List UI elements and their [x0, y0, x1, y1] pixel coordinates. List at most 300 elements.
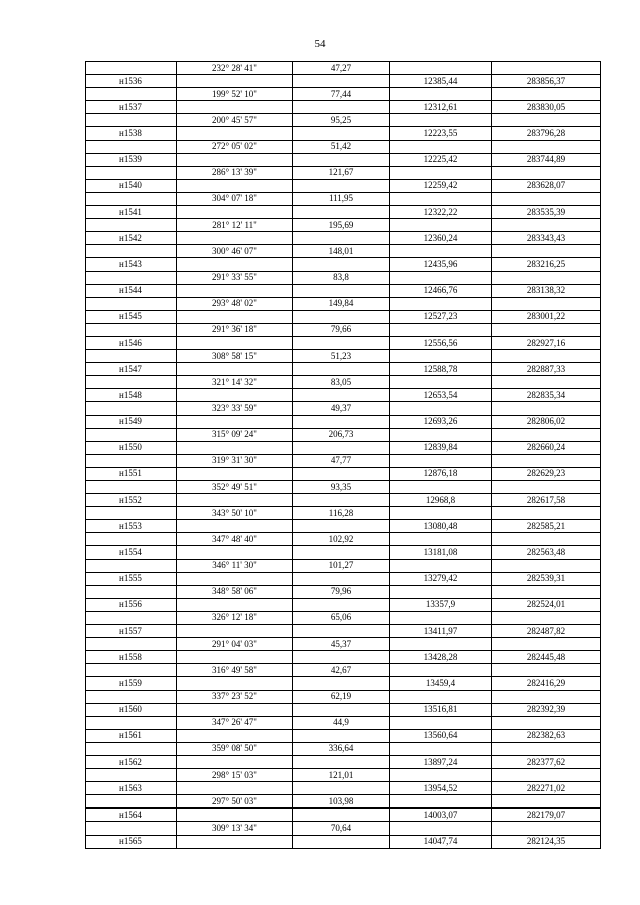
point-id-cell [86, 690, 177, 703]
coordinate-x-cell [390, 716, 492, 729]
distance-cell [293, 494, 390, 507]
table-row [86, 166, 601, 179]
point-id-cell: н1564 [86, 808, 177, 822]
distance-cell: 121,01 [293, 769, 390, 782]
table-row [86, 88, 601, 101]
bearing-angle-cell: 293° 48' 02" [177, 297, 293, 310]
coordinate-x-cell [390, 690, 492, 703]
distance-cell: 101,27 [293, 559, 390, 572]
point-id-cell: н1536 [86, 75, 177, 88]
table-row [86, 219, 601, 232]
distance-cell: 93,35 [293, 481, 390, 494]
point-id-cell [86, 481, 177, 494]
coordinate-y-cell [492, 822, 601, 835]
table-row [86, 716, 601, 729]
point-id-cell: н1540 [86, 179, 177, 192]
coordinate-y-cell [492, 428, 601, 441]
table-row [86, 769, 601, 782]
point-id-cell [86, 664, 177, 677]
bearing-angle-cell: 291° 33' 55" [177, 271, 293, 284]
distance-cell [293, 389, 390, 402]
point-id-cell: н1556 [86, 598, 177, 611]
bearing-angle-cell [177, 363, 293, 376]
bearing-angle-cell [177, 494, 293, 507]
distance-cell: 70,64 [293, 822, 390, 835]
coordinate-y-cell [492, 219, 601, 232]
coordinate-y-cell [492, 742, 601, 755]
coordinate-x-cell [390, 323, 492, 336]
bearing-angle-cell [177, 101, 293, 114]
distance-cell: 102,92 [293, 533, 390, 546]
coordinate-y-cell [492, 166, 601, 179]
point-id-cell [86, 769, 177, 782]
table-row [86, 101, 601, 114]
distance-cell [293, 467, 390, 480]
bearing-angle-cell: 298° 15' 03" [177, 769, 293, 782]
coordinate-x-cell: 12312,61 [390, 101, 492, 114]
coordinate-x-cell [390, 297, 492, 310]
coordinate-x-cell: 12223,55 [390, 127, 492, 140]
distance-cell: 49,37 [293, 402, 390, 415]
distance-cell [293, 153, 390, 166]
coordinate-x-cell: 12466,76 [390, 284, 492, 297]
distance-cell: 79,66 [293, 323, 390, 336]
coordinates-table [85, 61, 601, 849]
point-id-cell: н1563 [86, 782, 177, 795]
coordinate-x-cell: 14003,07 [390, 808, 492, 822]
point-id-cell: н1548 [86, 389, 177, 402]
bearing-angle-cell: 348° 58' 06" [177, 585, 293, 598]
coordinate-y-cell: 283856,37 [492, 75, 601, 88]
table-row [86, 454, 601, 467]
table-row [86, 664, 601, 677]
distance-cell: 47,27 [293, 62, 390, 75]
distance-cell: 51,23 [293, 350, 390, 363]
distance-cell: 62,19 [293, 690, 390, 703]
table-row [86, 75, 601, 88]
table-row [86, 179, 601, 192]
coordinate-y-cell: 282563,48 [492, 546, 601, 559]
coordinate-x-cell [390, 769, 492, 782]
point-id-cell: н1537 [86, 101, 177, 114]
table-row [86, 376, 601, 389]
distance-cell [293, 336, 390, 349]
coordinate-y-cell: 283628,07 [492, 179, 601, 192]
bearing-angle-cell [177, 651, 293, 664]
coordinate-x-cell [390, 664, 492, 677]
table-row [86, 336, 601, 349]
coordinate-y-cell: 282124,35 [492, 835, 601, 848]
bearing-angle-cell [177, 546, 293, 559]
point-id-cell: н1549 [86, 415, 177, 428]
bearing-angle-cell [177, 127, 293, 140]
coordinate-y-cell [492, 638, 601, 651]
distance-cell [293, 625, 390, 638]
distance-cell [293, 310, 390, 323]
bearing-angle-cell: 326° 12' 18" [177, 611, 293, 624]
table-row [86, 192, 601, 205]
point-id-cell [86, 219, 177, 232]
bearing-angle-cell: 319° 31' 30" [177, 454, 293, 467]
coordinate-x-cell [390, 454, 492, 467]
coordinate-x-cell: 13411,97 [390, 625, 492, 638]
coordinate-y-cell: 283001,22 [492, 310, 601, 323]
coordinate-x-cell: 13459,4 [390, 677, 492, 690]
table-row [86, 127, 601, 140]
coordinate-y-cell [492, 690, 601, 703]
point-id-cell [86, 454, 177, 467]
table-row [86, 585, 601, 598]
bearing-angle-cell: 300° 46' 07" [177, 245, 293, 258]
coordinate-y-cell: 282179,07 [492, 808, 601, 822]
coordinate-x-cell [390, 638, 492, 651]
point-id-cell: н1545 [86, 310, 177, 323]
coordinate-y-cell [492, 192, 601, 205]
coordinate-x-cell: 13181,08 [390, 546, 492, 559]
coordinate-y-cell: 283343,43 [492, 232, 601, 245]
distance-cell: 47,77 [293, 454, 390, 467]
coordinate-x-cell [390, 795, 492, 809]
point-id-cell [86, 428, 177, 441]
bearing-angle-cell: 347° 26' 47" [177, 716, 293, 729]
bearing-angle-cell: 308° 58' 15" [177, 350, 293, 363]
coordinate-y-cell [492, 350, 601, 363]
coordinate-x-cell: 13357,9 [390, 598, 492, 611]
coordinate-y-cell: 282487,82 [492, 625, 601, 638]
coordinate-y-cell [492, 271, 601, 284]
coordinate-y-cell: 282806,02 [492, 415, 601, 428]
point-id-cell: н1550 [86, 441, 177, 454]
point-id-cell [86, 350, 177, 363]
distance-cell: 77,44 [293, 88, 390, 101]
distance-cell: 195,69 [293, 219, 390, 232]
coordinate-y-cell [492, 88, 601, 101]
coordinate-x-cell [390, 271, 492, 284]
table-row [86, 835, 601, 848]
coordinate-y-cell: 282416,29 [492, 677, 601, 690]
table-row [86, 481, 601, 494]
coordinate-y-cell: 282887,33 [492, 363, 601, 376]
coordinate-x-cell [390, 559, 492, 572]
point-id-cell [86, 716, 177, 729]
bearing-angle-cell [177, 153, 293, 166]
coordinate-y-cell: 283796,28 [492, 127, 601, 140]
bearing-angle-cell [177, 677, 293, 690]
bearing-angle-cell [177, 258, 293, 271]
point-id-cell [86, 402, 177, 415]
distance-cell [293, 520, 390, 533]
coordinate-x-cell [390, 350, 492, 363]
point-id-cell: н1544 [86, 284, 177, 297]
coordinate-x-cell: 12653,54 [390, 389, 492, 402]
distance-cell [293, 127, 390, 140]
coordinate-x-cell [390, 533, 492, 546]
table-row [86, 140, 601, 153]
coordinate-y-cell [492, 297, 601, 310]
coordinate-x-cell: 12322,22 [390, 206, 492, 219]
distance-cell: 44,9 [293, 716, 390, 729]
coordinate-x-cell [390, 611, 492, 624]
bearing-angle-cell: 359° 08' 50" [177, 742, 293, 755]
coordinate-x-cell: 14047,74 [390, 835, 492, 848]
coordinate-y-cell [492, 559, 601, 572]
coordinate-x-cell [390, 428, 492, 441]
bearing-angle-cell [177, 441, 293, 454]
table-row [86, 795, 601, 809]
table-row [86, 62, 601, 75]
table-row [86, 546, 601, 559]
coordinate-y-cell [492, 533, 601, 546]
coordinate-y-cell [492, 454, 601, 467]
point-id-cell: н1554 [86, 546, 177, 559]
distance-cell [293, 415, 390, 428]
coordinate-x-cell [390, 219, 492, 232]
distance-cell [293, 835, 390, 848]
coordinate-y-cell: 282524,01 [492, 598, 601, 611]
coordinate-y-cell [492, 376, 601, 389]
coordinate-x-cell [390, 114, 492, 127]
coordinate-x-cell [390, 140, 492, 153]
table-row [86, 206, 601, 219]
table-row [86, 742, 601, 755]
coordinate-y-cell: 282382,63 [492, 729, 601, 742]
coordinate-x-cell: 13080,48 [390, 520, 492, 533]
bearing-angle-cell [177, 520, 293, 533]
bearing-angle-cell [177, 729, 293, 742]
bearing-angle-cell: 291° 04' 03" [177, 638, 293, 651]
table-row [86, 755, 601, 768]
bearing-angle-cell: 347° 48' 40" [177, 533, 293, 546]
coordinate-x-cell: 12259,42 [390, 179, 492, 192]
coordinate-x-cell: 12360,24 [390, 232, 492, 245]
table-row [86, 428, 601, 441]
coordinate-y-cell [492, 795, 601, 809]
point-id-cell [86, 271, 177, 284]
point-id-cell: н1558 [86, 651, 177, 664]
coordinate-y-cell: 282629,23 [492, 467, 601, 480]
table-row [86, 677, 601, 690]
point-id-cell [86, 822, 177, 835]
coordinate-x-cell [390, 742, 492, 755]
bearing-angle-cell: 304° 07' 18" [177, 192, 293, 205]
coordinate-x-cell [390, 376, 492, 389]
bearing-angle-cell: 321° 14' 32" [177, 376, 293, 389]
table-row [86, 559, 601, 572]
table-row [86, 232, 601, 245]
coordinate-y-cell [492, 664, 601, 677]
table-row [86, 350, 601, 363]
coordinate-y-cell: 282835,34 [492, 389, 601, 402]
bearing-angle-cell [177, 284, 293, 297]
bearing-angle-cell: 200° 45' 57" [177, 114, 293, 127]
table-row [86, 271, 601, 284]
bearing-angle-cell: 315° 09' 24" [177, 428, 293, 441]
coordinate-y-cell: 282271,02 [492, 782, 601, 795]
point-id-cell [86, 742, 177, 755]
point-id-cell [86, 323, 177, 336]
table-row [86, 533, 601, 546]
page-number: 54 [314, 38, 326, 50]
coordinate-y-cell: 283830,05 [492, 101, 601, 114]
coordinate-x-cell: 12527,23 [390, 310, 492, 323]
distance-cell [293, 363, 390, 376]
coordinate-x-cell [390, 402, 492, 415]
distance-cell [293, 546, 390, 559]
coordinate-y-cell [492, 611, 601, 624]
coordinate-y-cell [492, 481, 601, 494]
coordinates-table-body [86, 62, 601, 849]
distance-cell [293, 101, 390, 114]
coordinate-x-cell [390, 166, 492, 179]
distance-cell [293, 572, 390, 585]
table-row [86, 389, 601, 402]
table-row [86, 611, 601, 624]
table-row [86, 507, 601, 520]
distance-cell [293, 232, 390, 245]
table-row [86, 690, 601, 703]
coordinate-x-cell [390, 62, 492, 75]
distance-cell: 148,01 [293, 245, 390, 258]
coordinate-x-cell: 13428,28 [390, 651, 492, 664]
coordinate-y-cell: 282445,48 [492, 651, 601, 664]
table-row [86, 703, 601, 716]
distance-cell [293, 651, 390, 664]
table-row [86, 467, 601, 480]
point-id-cell [86, 140, 177, 153]
point-id-cell: н1557 [86, 625, 177, 638]
bearing-angle-cell: 323° 33' 59" [177, 402, 293, 415]
coordinate-y-cell [492, 507, 601, 520]
table-row [86, 363, 601, 376]
coordinate-x-cell [390, 585, 492, 598]
bearing-angle-cell [177, 415, 293, 428]
point-id-cell [86, 192, 177, 205]
coordinate-x-cell: 12968,8 [390, 494, 492, 507]
bearing-angle-cell [177, 467, 293, 480]
bearing-angle-cell [177, 703, 293, 716]
point-id-cell [86, 795, 177, 809]
coordinate-y-cell [492, 323, 601, 336]
point-id-cell: н1552 [86, 494, 177, 507]
point-id-cell [86, 559, 177, 572]
point-id-cell: н1562 [86, 755, 177, 768]
table-row [86, 415, 601, 428]
bearing-angle-cell: 352° 49' 51" [177, 481, 293, 494]
coordinate-x-cell: 13954,52 [390, 782, 492, 795]
coordinate-y-cell: 283138,32 [492, 284, 601, 297]
point-id-cell [86, 533, 177, 546]
distance-cell [293, 598, 390, 611]
point-id-cell [86, 376, 177, 389]
point-id-cell [86, 611, 177, 624]
point-id-cell [86, 507, 177, 520]
distance-cell: 45,37 [293, 638, 390, 651]
coordinate-x-cell: 13516,81 [390, 703, 492, 716]
bearing-angle-cell [177, 389, 293, 402]
distance-cell [293, 206, 390, 219]
bearing-angle-cell [177, 755, 293, 768]
distance-cell: 206,73 [293, 428, 390, 441]
table-row [86, 258, 601, 271]
point-id-cell [86, 585, 177, 598]
bearing-angle-cell [177, 75, 293, 88]
distance-cell [293, 703, 390, 716]
distance-cell: 83,05 [293, 376, 390, 389]
distance-cell: 116,28 [293, 507, 390, 520]
distance-cell: 65,06 [293, 611, 390, 624]
coordinate-y-cell [492, 62, 601, 75]
bearing-angle-cell [177, 808, 293, 822]
coordinate-x-cell: 13560,64 [390, 729, 492, 742]
table-row [86, 638, 601, 651]
point-id-cell: н1559 [86, 677, 177, 690]
distance-cell: 103,98 [293, 795, 390, 809]
coordinate-x-cell: 13279,42 [390, 572, 492, 585]
table-row [86, 297, 601, 310]
coordinate-y-cell [492, 769, 601, 782]
coordinate-x-cell: 12876,18 [390, 467, 492, 480]
point-id-cell: н1560 [86, 703, 177, 716]
coordinate-x-cell [390, 822, 492, 835]
point-id-cell [86, 114, 177, 127]
coordinate-x-cell: 12588,78 [390, 363, 492, 376]
table-row [86, 323, 601, 336]
bearing-angle-cell [177, 625, 293, 638]
bearing-angle-cell: 343° 50' 10" [177, 507, 293, 520]
distance-cell: 83,8 [293, 271, 390, 284]
bearing-angle-cell [177, 179, 293, 192]
point-id-cell [86, 297, 177, 310]
coordinate-y-cell [492, 716, 601, 729]
point-id-cell [86, 245, 177, 258]
table-row [86, 520, 601, 533]
table-row [86, 310, 601, 323]
coordinate-y-cell: 282660,24 [492, 441, 601, 454]
bearing-angle-cell: 272° 05' 02" [177, 140, 293, 153]
coordinate-y-cell: 282927,16 [492, 336, 601, 349]
distance-cell: 42,67 [293, 664, 390, 677]
distance-cell: 121,67 [293, 166, 390, 179]
coordinate-y-cell: 283535,39 [492, 206, 601, 219]
distance-cell [293, 677, 390, 690]
table-row [86, 494, 601, 507]
table-row [86, 598, 601, 611]
distance-cell [293, 808, 390, 822]
table-row [86, 245, 601, 258]
coordinate-x-cell: 12385,44 [390, 75, 492, 88]
table-row [86, 402, 601, 415]
bearing-angle-cell: 309° 13' 34" [177, 822, 293, 835]
table-row [86, 284, 601, 297]
bearing-angle-cell [177, 598, 293, 611]
coordinate-y-cell [492, 140, 601, 153]
table-row [86, 441, 601, 454]
coordinate-x-cell [390, 481, 492, 494]
table-row [86, 729, 601, 742]
coordinate-x-cell [390, 192, 492, 205]
bearing-angle-cell: 297° 50' 03" [177, 795, 293, 809]
point-id-cell: н1538 [86, 127, 177, 140]
point-id-cell [86, 638, 177, 651]
distance-cell: 111,95 [293, 192, 390, 205]
distance-cell [293, 258, 390, 271]
coordinate-x-cell [390, 88, 492, 101]
coordinate-y-cell: 282617,58 [492, 494, 601, 507]
distance-cell: 149,84 [293, 297, 390, 310]
coordinate-y-cell [492, 114, 601, 127]
table-row [86, 114, 601, 127]
distance-cell [293, 729, 390, 742]
